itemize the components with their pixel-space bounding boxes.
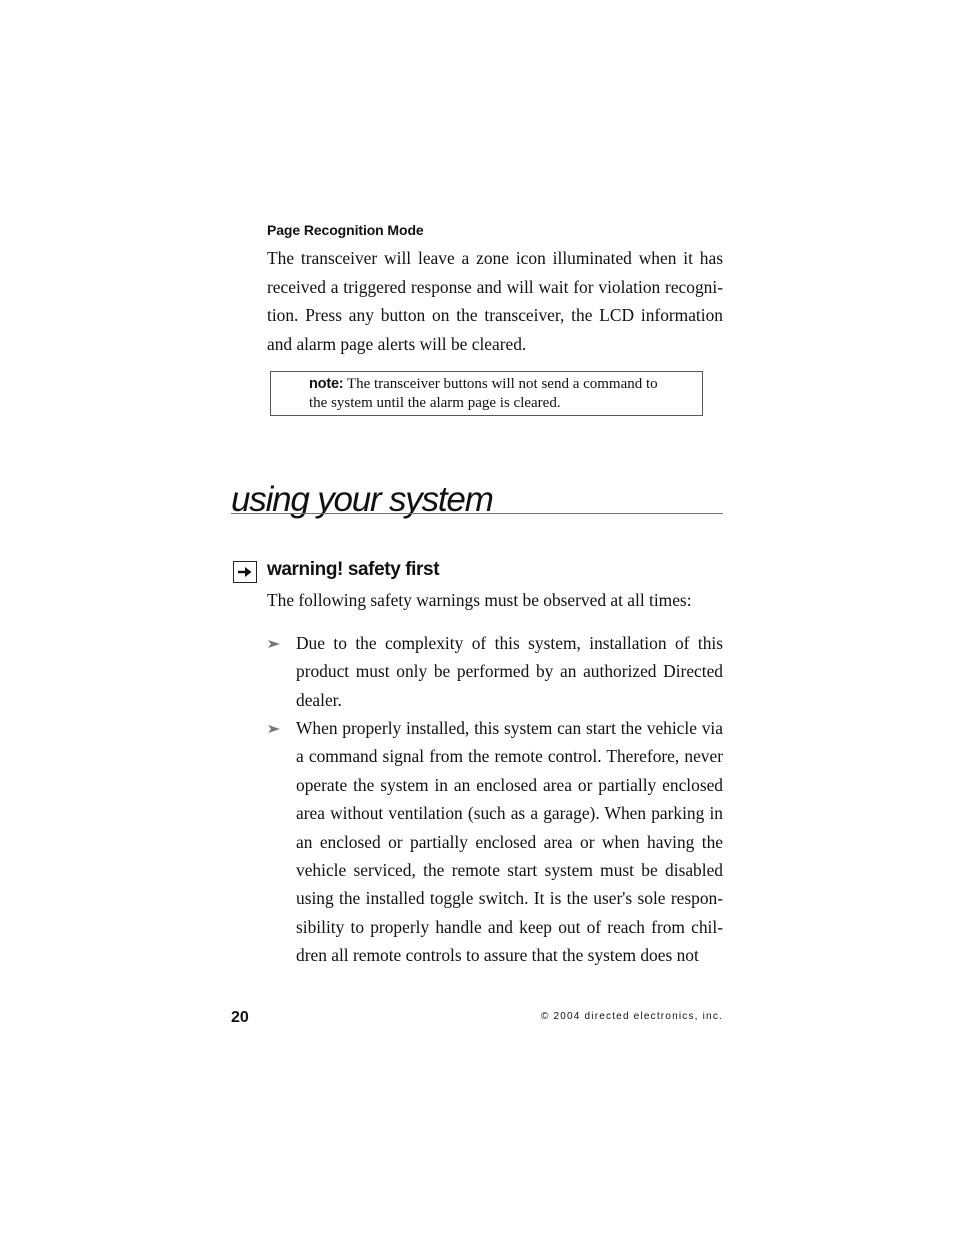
note-text bbox=[309, 375, 669, 412]
section-divider bbox=[231, 513, 723, 514]
section-title: using your system bbox=[231, 480, 493, 519]
right-arrow-icon bbox=[233, 561, 257, 583]
copyright-notice: © 2004 directed electronics, inc. bbox=[540, 1011, 723, 1022]
note-body: The transceiver buttons will not send a command to the system until the alarm page is cleared. bbox=[309, 376, 658, 411]
arrowhead-bullet-icon bbox=[267, 722, 281, 736]
note-label: note: bbox=[309, 376, 344, 392]
warning-heading: warning! safety first bbox=[267, 559, 440, 580]
list-item-text: Due to the complexity of this system, installation of this product must only be performed by an authorized Directed dealer. bbox=[296, 633, 723, 710]
note-box bbox=[270, 371, 703, 416]
warning-intro: The following safety warnings must be observed at all times: bbox=[267, 590, 692, 610]
page-number: 20 bbox=[231, 1009, 249, 1026]
arrowhead-bullet-icon bbox=[267, 637, 281, 651]
subsection-heading: Page Recognition Mode bbox=[267, 222, 424, 238]
list-item-text: When properly installed, this system can start the vehicle via a command signal from the remote control. Therefore, never operate the system in an enclosed area or partially enclosed area without ventilation (such as a garage). When parking in an enclosed or partially enclosed area or when having the vehicle serviced, the remote start system must be disabled using the installed toggle switch. It is the user's sole respon-sibility to properly handle and keep out of reach from chil-dren all remote controls to assure that the system does not bbox=[296, 718, 723, 966]
subsection-body: The transceiver will leave a zone icon illuminated when it has received a triggered response and will wait for violation recogni-tion. Press any button on the transceiver, the LCD information and alarm page alerts will be cleared. bbox=[267, 248, 723, 354]
